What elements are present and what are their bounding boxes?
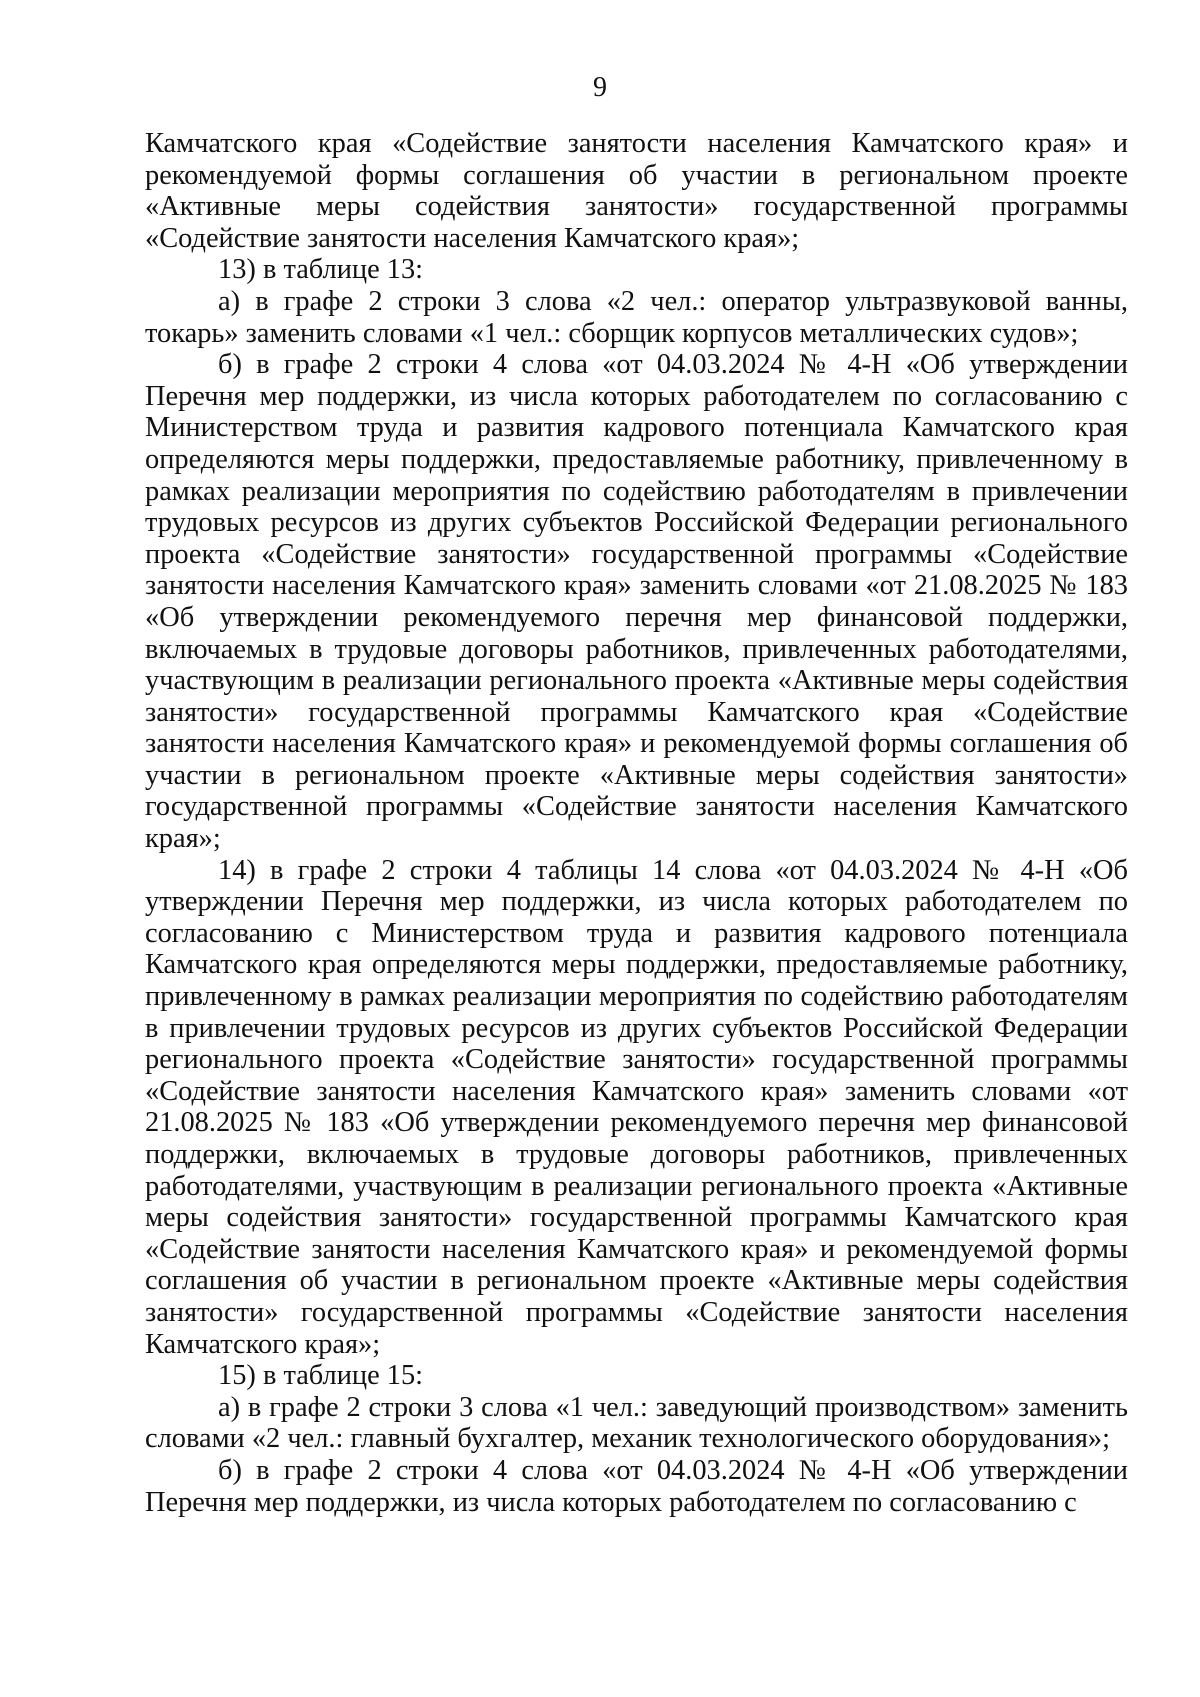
- paragraph-item-14: 14) в графе 2 строки 4 таблицы 14 слова «от 04.03.2024 № 4-Н «Об утверждении Перечня мер поддержки, из числа которых работодателем по согласованию с Министерством труда и развития кадрового потенциала Камчатского края определяются меры поддержки, предоставляемые работнику, привлеченному в рамках реализации мероприятия по содействию работодателям в привлечении трудовых ресурсов из других субъектов Российской Федерации регионального проекта «Содействие занятости» государственной программы «Содействие занятости населения Камчатского края» заменить словами «от 21.08.2025 № 183 «Об утверждении рекомендуемого перечня мер финансовой поддержки, включаемых в трудовые договоры работников, привлеченных работодателями, участвующим в реализации регионального проекта «Активные меры содействия занятости» государственной программы Камчатского края «Содействие занятости населения Камчатского края» и рекомендуемой формы соглашения об участии в региональном проекте «Активные меры содействия занятости» государственной программы «Содействие занятости населения Камчатского края»;: [145, 854, 1128, 1360]
- document-body: [145, 128, 1128, 1518]
- page-number: 9: [593, 72, 607, 103]
- paragraph-continuation: Камчатского края «Содействие занятости населения Камчатского края» и рекомендуемой формы соглашения об участии в региональном проекте «Активные меры содействия занятости» государственной программы «Содействие занятости населения Камчатского края»;: [145, 128, 1128, 254]
- paragraph-item-15-b: б) в графе 2 строки 4 слова «от 04.03.2024 № 4-Н «Об утверждении Перечня мер поддержки, из числа которых работодателем по согласованию с: [145, 1454, 1128, 1518]
- paragraph-item-13-a: а) в графе 2 строки 3 слова «2 чел.: оператор ультразвуковой ванны, токарь» заменить словами «1 чел.: сборщик корпусов металлических судов»;: [145, 285, 1128, 349]
- paragraph-item-13: 13) в таблице 13:: [218, 254, 424, 286]
- paragraph-item-15-a: а) в графе 2 строки 3 слова «1 чел.: заведующий производством» заменить словами «2 чел.: главный бухгалтер, механик технологического оборудования»;: [145, 1391, 1128, 1455]
- paragraph-item-13-b: б) в графе 2 строки 4 слова «от 04.03.2024 № 4-Н «Об утверждении Перечня мер поддержки, из числа которых работодателем по согласованию с Министерством труда и развития кадрового потенциала Камчатского края определяются меры поддержки, предоставляемые работнику, привлеченному в рамках реализации мероприятия по содействию работодателям в привлечении трудовых ресурсов из других субъектов Российской Федерации регионального проекта «Содействие занятости» государственной программы «Содействие занятости населения Камчатского края» заменить словами «от 21.08.2025 № 183 «Об утверждении рекомендуемого перечня мер финансовой поддержки, включаемых в трудовые договоры работников, привлеченных работодателями, участвующим в реализации регионального проекта «Активные меры содействия занятости» государственной программы Камчатского края «Содействие занятости населения Камчатского края» и рекомендуемой формы соглашения об участии в региональном проекте «Активные меры содействия занятости» государственной программы «Содействие занятости населения Камчатского края»;: [145, 349, 1128, 855]
- paragraph-item-15: 15) в таблице 15:: [218, 1360, 424, 1392]
